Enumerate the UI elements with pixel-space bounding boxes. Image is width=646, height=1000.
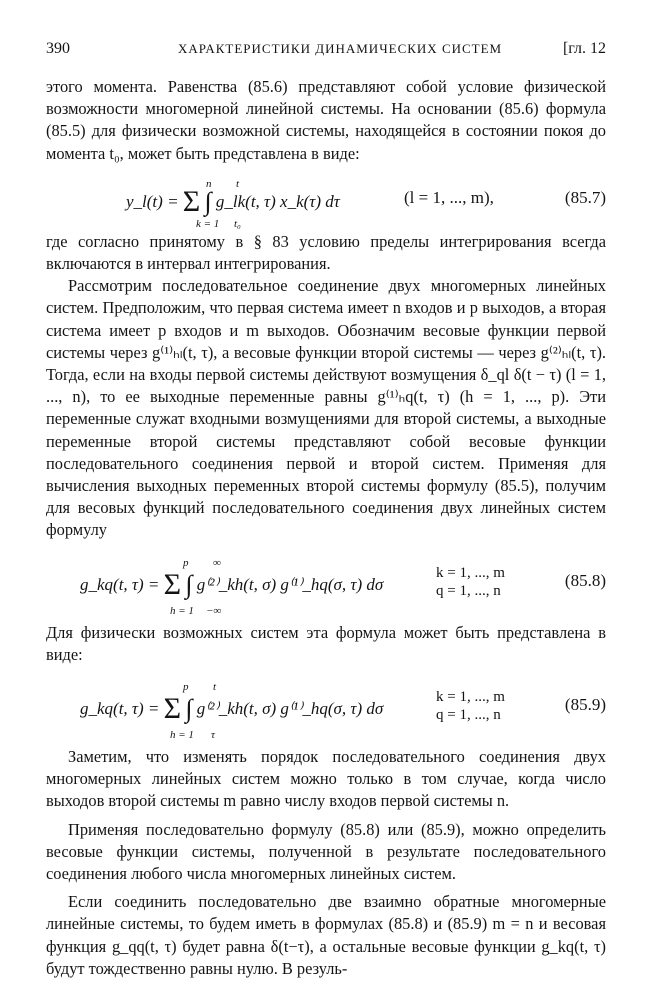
sum-lower-limit: k = 1 <box>196 217 220 230</box>
int-lower-limit: t₀ <box>234 217 241 230</box>
int-upper-limit: ∞ <box>213 556 221 569</box>
int-upper-limit: t <box>236 177 240 190</box>
condition-line-1: k = 1, ..., m <box>436 564 505 581</box>
sum-lower-limit: h = 1 <box>170 604 194 617</box>
sum-symbol: Σ <box>182 184 201 218</box>
running-title: ХАРАКТЕРИСТИКИ ДИНАМИЧЕСКИХ СИСТЕМ <box>178 41 503 56</box>
paragraph-4: Для физически возможных систем эта формула может быть представлена в виде: <box>46 622 606 664</box>
formula-85-9-number: (85.9) <box>564 695 606 715</box>
int-upper-limit: t <box>213 681 217 694</box>
formula-85-8 <box>46 550 606 616</box>
formula-85-7-integrand: g_lk(t, τ) x_k(τ) dτ <box>215 191 340 211</box>
paragraph-6: Применяя последовательно формулу (85.8) или (85.9), можно определить весовые функции системы, полученной в результате последовательного соединения любого числа многомерных линейных систем. <box>46 819 606 884</box>
condition-line-2: q = 1, ..., n <box>436 582 501 599</box>
integral-symbol: ∫ <box>185 694 193 724</box>
formula-85-8-lhs: g_kq(t, τ) = <box>80 574 160 594</box>
formula-85-8-number: (85.8) <box>564 570 606 590</box>
formula-85-7-condition: (l = 1, ..., m), <box>404 187 494 207</box>
integral-symbol: ∫ <box>204 186 212 216</box>
formula-85-8-conditions <box>436 564 505 600</box>
int-lower-limit: τ <box>211 729 215 742</box>
formula-85-9-lhs: g_kq(t, τ) = <box>80 699 160 719</box>
paragraph-3: Рассмотрим последовательное соединение двух многомерных линейных систем. Предположим, что первая система имеет n входов и p выходов, а вторая система имеет p входов и m выходов. Обозначим весовые функции первой системы через g⁽¹⁾ₕₗ(t, τ), а весовые функции второй системы — через g⁽²⁾ₕₗ(t, τ). Тогда, если на входы первой системы действуют возмущения δ_ql δ(t − τ) (l = 1, ..., n), то ее выходные переменные равны g⁽¹⁾ₕq(t, τ) (h = 1, ..., p). Эти переменные служат входными возмущениями для второй системы, а выходные переменные второй системы представляют собой весовые функции последовательного соединения первой и второй систем. Применяя для вычисления выходных переменных второй системы формулу (85.5), получим для весовых функций последовательного соединения двух линейных систем формулу <box>46 276 606 540</box>
running-header <box>46 40 606 62</box>
formula-85-7-number: (85.7) <box>564 187 606 207</box>
paragraph-2: где согласно принятому в § 83 условию пределы интегрирования всегда включаются в интервал интегрирования. <box>46 231 606 274</box>
chapter-label: [гл. 12 <box>562 40 606 57</box>
formula-85-7-lhs: y_l(t) = <box>126 191 179 211</box>
condition-line-1: k = 1, ..., m <box>436 689 505 706</box>
paragraph-1: этого момента. Равенства (85.6) представляют собой условие физической возможности многомерной линейной системы. На основании (85.6) формула (85.5) для физически возможной системы, находящейся в состоянии покоя до момента t₀, может быть представлена в виде: <box>46 77 606 163</box>
formula-85-9 <box>46 674 606 740</box>
formula-85-9-conditions <box>436 688 505 724</box>
sum-symbol: Σ <box>163 567 182 601</box>
page-number: 390 <box>46 40 70 57</box>
formula-85-7 <box>46 173 606 230</box>
integral-symbol: ∫ <box>185 569 193 599</box>
int-lower-limit: −∞ <box>206 604 222 617</box>
page-body <box>46 76 606 980</box>
paragraph-7: Если соединить последовательно две взаимно обратные многомерные линейные системы, то будем иметь в формулах (85.8) и (85.9) m = n и весовая функция g_qq(t, τ) будет равна δ(t−τ), а остальные весовые функции g_kq(t, τ) будут тождественно равны нулю. В резуль- <box>46 892 606 978</box>
sum-lower-limit: h = 1 <box>170 729 194 742</box>
condition-line-2: q = 1, ..., n <box>436 707 501 724</box>
sum-upper-limit: p <box>183 556 189 569</box>
formula-85-8-integrand: g⁽²⁾_kh(t, σ) g⁽¹⁾_hq(σ, τ) dσ <box>196 574 384 594</box>
formula-85-9-integrand: g⁽²⁾_kh(t, σ) g⁽¹⁾_hq(σ, τ) dσ <box>196 699 384 719</box>
paragraph-5: Заметим, что изменять порядок последовательного соединения двух многомерных линейных систем можно только в том случае, когда число выходов второй системы m равно числу входов первой системы n. <box>46 747 606 811</box>
sum-upper-limit: n <box>206 177 212 190</box>
sum-symbol: Σ <box>163 692 182 726</box>
sum-upper-limit: p <box>183 681 189 694</box>
